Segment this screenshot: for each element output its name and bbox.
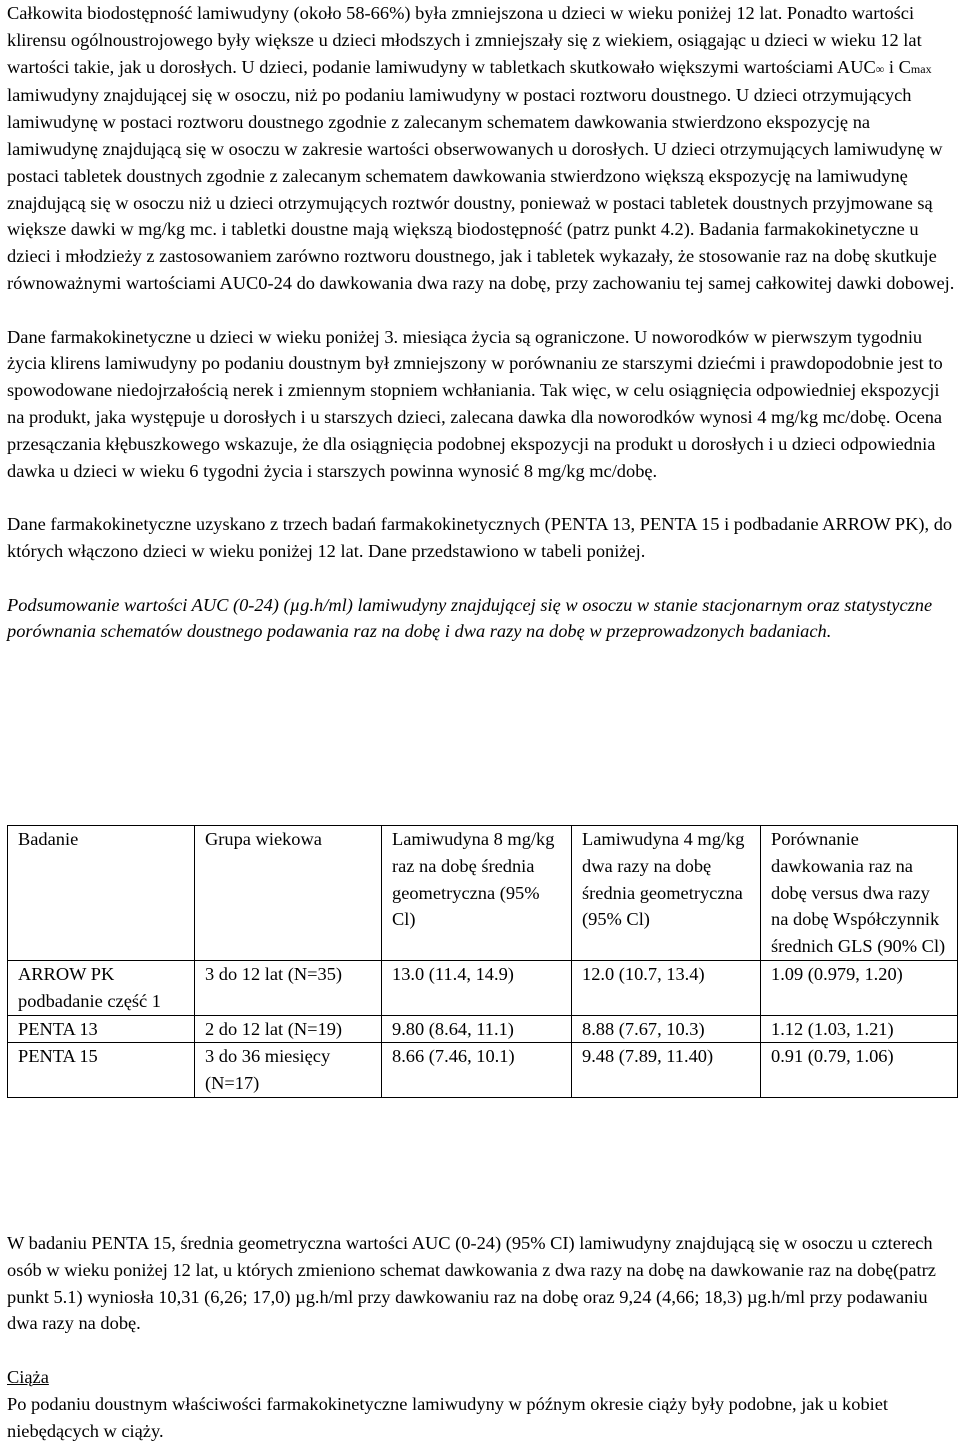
document-tail <box>7 1230 960 1444</box>
table-cell: 3 do 12 lat (N=35) <box>195 960 382 1015</box>
table-row <box>8 960 958 1015</box>
table-cell: 9.48 (7.89, 11.40) <box>572 1043 761 1098</box>
paragraph-penta15: W badaniu PENTA 15, średnia geometryczna wartości AUC (0-24) (95% CI) lamiwudyny znajdującą się w osoczu u czterech osób w wieku poniżej 12 lat, u których zmieniono schemat dawkowania z dwa razy na dobę na dawkowanie raz na dobę(patrz punkt 5.1) wyniosła 10,31 (6,26; 17,0) µg.h/ml przy dawkowaniu raz na dobę oraz 9,24 (4,66; 18,3) µg.h/ml przy podawaniu dwa razy na dobę. <box>7 1233 936 1334</box>
table-cell: 2 do 12 lat (N=19) <box>195 1015 382 1043</box>
table-cell: PENTA 15 <box>8 1043 195 1098</box>
table-caption: Podsumowanie wartości AUC (0-24) (µg.h/ml) lamiwudyny znajdującej się w osoczu w stanie stacjonarnym oraz statystyczne porównania schematów doustnego podawania raz na dobę i dwa razy na dobę w przeprowadzonych badaniach. <box>7 594 933 642</box>
paragraph-text: lamiwudyny znajdującej się w osoczu, niż po podaniu lamiwudyny w postaci roztworu doustnego. U dzieci otrzymujących lamiwudynę w postaci roztworu doustnego zgodnie z zalecanym schematem dawkowania stwierdzono ekspozycję na lamiwudynę znajdującą się w osoczu w zakresie wartości obserwowanych u dorosłych. U dzieci otrzymujących lamiwudynę w postaci tabletek doustnych zgodnie z zalecanym schematem dawkowania stwierdzono większą ekspozycję na lamiwudynę znajdującą się w osoczu niż u dzieci otrzymujących roztwór doustny, ponieważ w postaci tabletek doustnych przyjmowane są większe dawki w mg/kg mc. i tabletki doustne mają większą biodostępność (patrz punkt 4.2). Badania farmakokinetyczne u dzieci i młodzieży z zastosowaniem zarówno roztworu doustnego, jak i tabletek wykazały, że stosowanie raz na dobę skutkuje równoważnymi wartościami AUC0-24 do dawkowania dwa razy na dobę, przy zachowaniu tej samej całkowitej dawki dobowej. <box>7 85 955 293</box>
auc-table <box>7 825 958 1098</box>
table-cell: 1.12 (1.03, 1.21) <box>761 1015 958 1043</box>
table-row <box>8 1015 958 1043</box>
table-cell: 8.66 (7.46, 10.1) <box>382 1043 572 1098</box>
table-cell: ARROW PK podbadanie część 1 <box>8 960 195 1015</box>
cmax-subscript: max <box>910 61 932 76</box>
section-heading-pregnancy: Ciąża <box>7 1366 49 1387</box>
header-cell-age-group: Grupa wiekowa <box>195 826 382 961</box>
document-body <box>7 0 960 645</box>
header-cell-twice-daily: Lamiwudyna 4 mg/kg dwa razy na dobę średnia geometryczna (95% Cl) <box>572 826 761 961</box>
paragraph-pregnancy: Po podaniu doustnym właściwości farmakokinetyczne lamiwudyny w późnym okresie ciąży były podobne, jak u kobiet niebędących w ciąży. <box>7 1393 889 1441</box>
paragraph-text: Całkowita biodostępność lamiwudyny (około 58-66%) była zmniejszona u dzieci w wieku poniżej 12 lat. Ponadto wartości klirensu ogólnoustrojowego były większe u dzieci młodszych i zmniejszały się z wiekiem, osiągając u dzieci w wieku 12 lat wartości takie, jak u dorosłych. U dzieci, podanie lamiwudyny w tabletkach skutkowało większymi wartościami AUC <box>7 3 922 77</box>
paragraph-text: i C <box>884 56 911 77</box>
table-cell: 13.0 (11.4, 14.9) <box>382 960 572 1015</box>
table-cell: 8.88 (7.67, 10.3) <box>572 1015 761 1043</box>
table-cell: 9.80 (8.64, 11.1) <box>382 1015 572 1043</box>
table-cell: 3 do 36 miesięcy (N=17) <box>195 1043 382 1098</box>
header-cell-comparison: Porównanie dawkowania raz na dobę versus dwa razy na dobę Współczynnik średnich GLS (90% Cl) <box>761 826 958 961</box>
infinity-subscript: ∞ <box>875 61 885 76</box>
table-cell: 1.09 (0.979, 1.20) <box>761 960 958 1015</box>
paragraph-pk-studies: Dane farmakokinetyczne uzyskano z trzech badań farmakokinetycznych (PENTA 13, PENTA 15 i podbadanie ARROW PK), do których włączono dzieci w wieku poniżej 12 lat. Dane przedstawiono w tabeli poniżej. <box>7 514 953 561</box>
table-cell: 12.0 (10.7, 13.4) <box>572 960 761 1015</box>
paragraph-neonates: Dane farmakokinetyczne u dzieci w wieku poniżej 3. miesiąca życia są ograniczone. U noworodków w pierwszym tygodniu życia klirens lamiwudyny po podaniu doustnym był zmniejszony w porównaniu ze starszymi dziećmi i prawdopodobnie jest to spowodowane niedojrzałością nerek i zmiennym stopniem wchłaniania. Tak więc, w celu osiągnięcia odpowiedniej ekspozycji na produkt, jaka występuje u dorosłych i u starszych dzieci, zalecana dawka dla noworodków wynosi 4 mg/kg mc/dobę. Ocena przesączania kłębuszkowego wskazuje, że dla osiągnięcia podobnej ekspozycji na produkt u dorosłych i u dzieci odpowiednia dawka u dzieci w wieku 6 tygodni życia i starszych powinna wynosić 8 mg/kg mc/dobę. <box>7 326 943 481</box>
paragraph-bioavailability <box>7 0 960 297</box>
table-row <box>8 1043 958 1098</box>
header-cell-study: Badanie <box>8 826 195 961</box>
table-cell: PENTA 13 <box>8 1015 195 1043</box>
table-header-row <box>8 826 958 961</box>
header-cell-once-daily: Lamiwudyna 8 mg/kg raz na dobę średnia geometryczna (95% Cl) <box>382 826 572 961</box>
table-cell: 0.91 (0.79, 1.06) <box>761 1043 958 1098</box>
